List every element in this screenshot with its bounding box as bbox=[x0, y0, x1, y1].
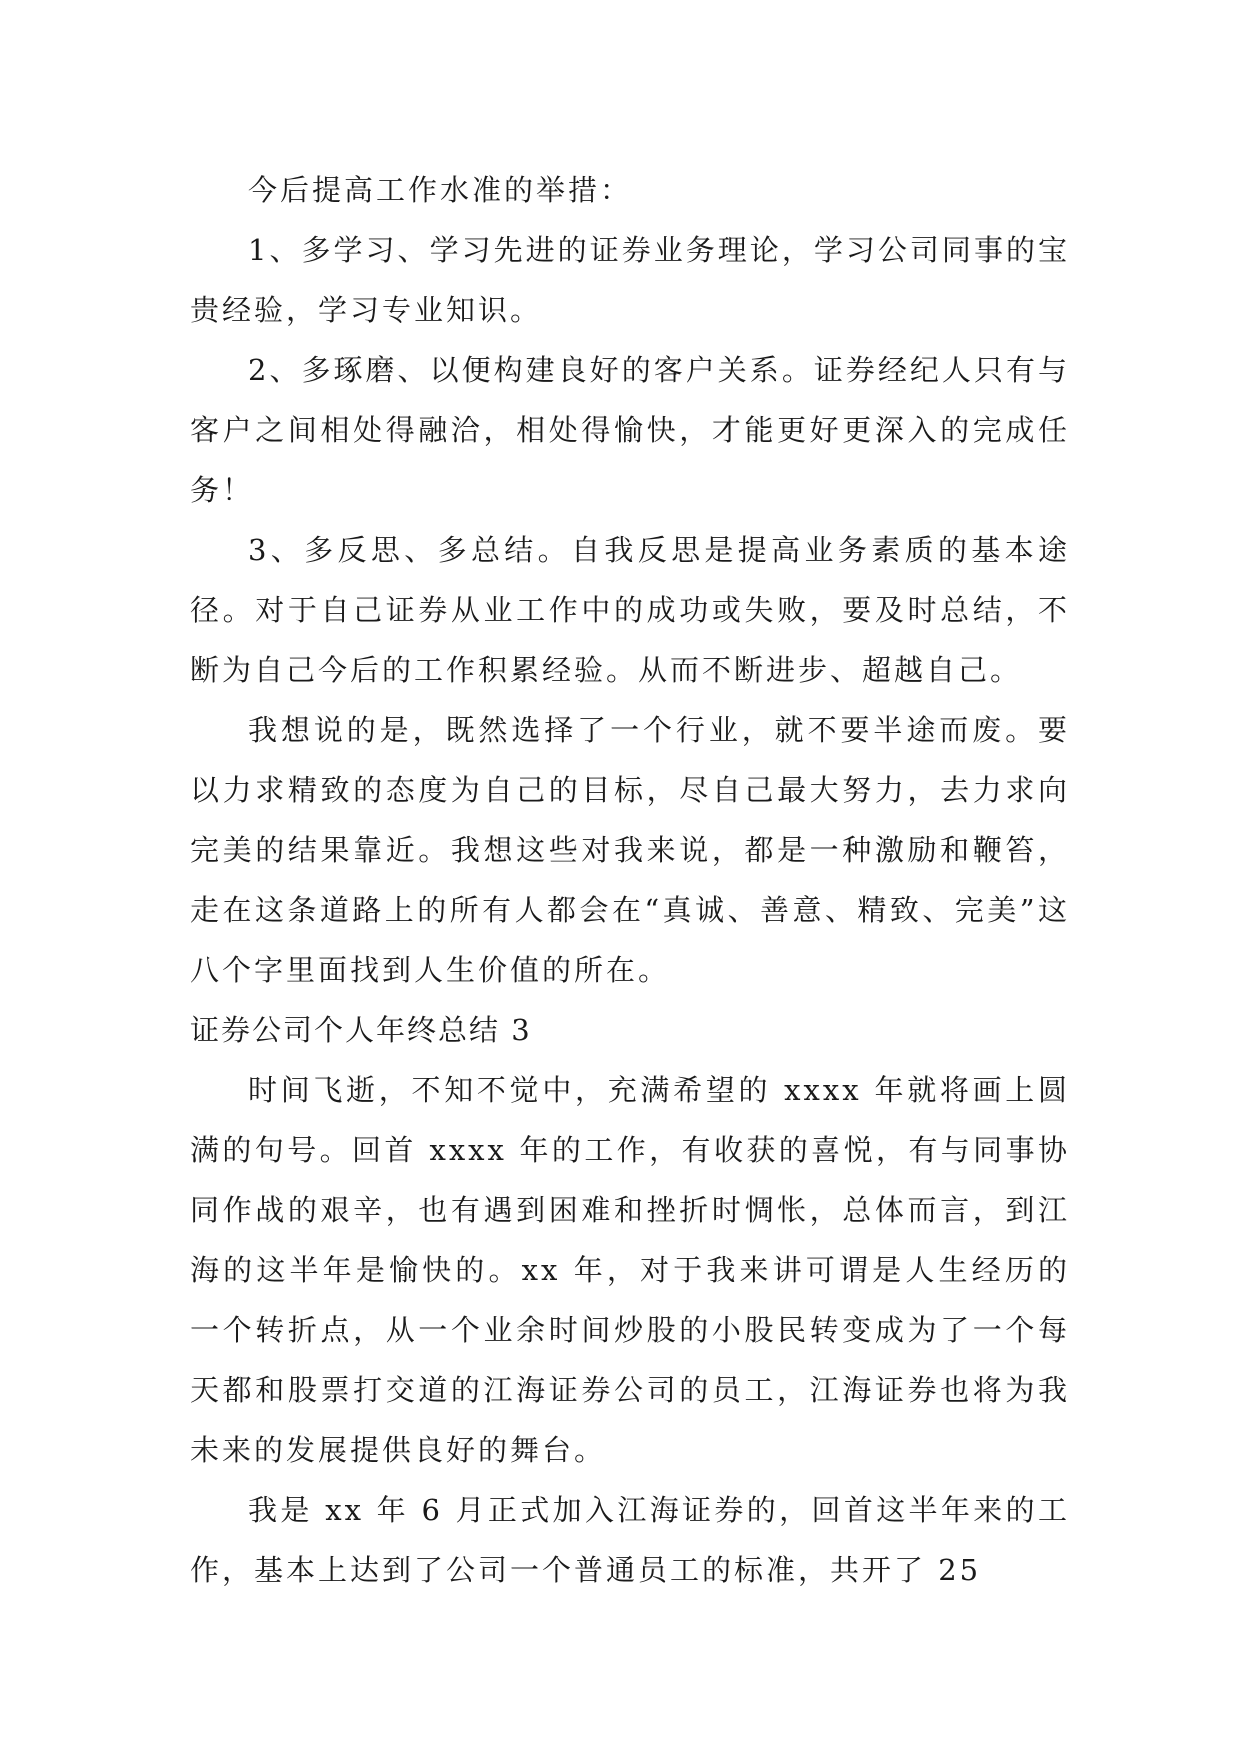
paragraph-summary-intro: 时间飞逝，不知不觉中，充满希望的 xxxx 年就将画上圆满的句号。回首 xxxx 年的工作，有收获的喜悦，有与同事协同作战的艰辛，也有遇到困难和挫折时惆怅，总体而言，到江海的这半年是愉快的。xx 年，对于我来讲可谓是人生经历的一个转折点，从一个业余时间炒股的小股民转变成为了一个每天都和股票打交道的江海证券公司的员工，江海证券也将为我未来的发展提供良好的舞台。 bbox=[190, 1073, 1070, 1467]
paragraph-measure-3: 3、多反思、多总结。自我反思是提高业务素质的基本途径。对于自己证券从业工作中的成功或失败，要及时总结，不断为自己今后的工作积累经验。从而不断进步、超越自己。 bbox=[190, 533, 1070, 687]
paragraph-measure-2: 2、多琢磨、以便构建良好的客户关系。证券经纪人只有与客户之间相处得融洽，相处得愉快，才能更好更深入的完成任务！ bbox=[190, 353, 1070, 507]
paragraph-measure-1: 1、多学习、学习先进的证券业务理论，学习公司同事的宝贵经验，学习专业知识。 bbox=[190, 233, 1070, 327]
paragraph-summary-work: 我是 xx 年 6 月正式加入江海证券的，回首这半年来的工作，基本上达到了公司一个普通员工的标准，共开了 25 bbox=[190, 1493, 1070, 1587]
section-heading: 证券公司个人年终总结 3 bbox=[190, 1013, 532, 1047]
paragraph-measures-intro: 今后提高工作水准的举措： bbox=[248, 173, 633, 207]
document-body bbox=[190, 160, 1070, 1600]
paragraph-closing-thoughts: 我想说的是，既然选择了一个行业，就不要半途而废。要以力求精致的态度为自己的目标，尽自己最大努力，去力求向完美的结果靠近。我想这些对我来说，都是一种激励和鞭笞，走在这条道路上的所有人都会在“真诚、善意、精致、完美”这八个字里面找到人生价值的所在。 bbox=[190, 713, 1070, 987]
